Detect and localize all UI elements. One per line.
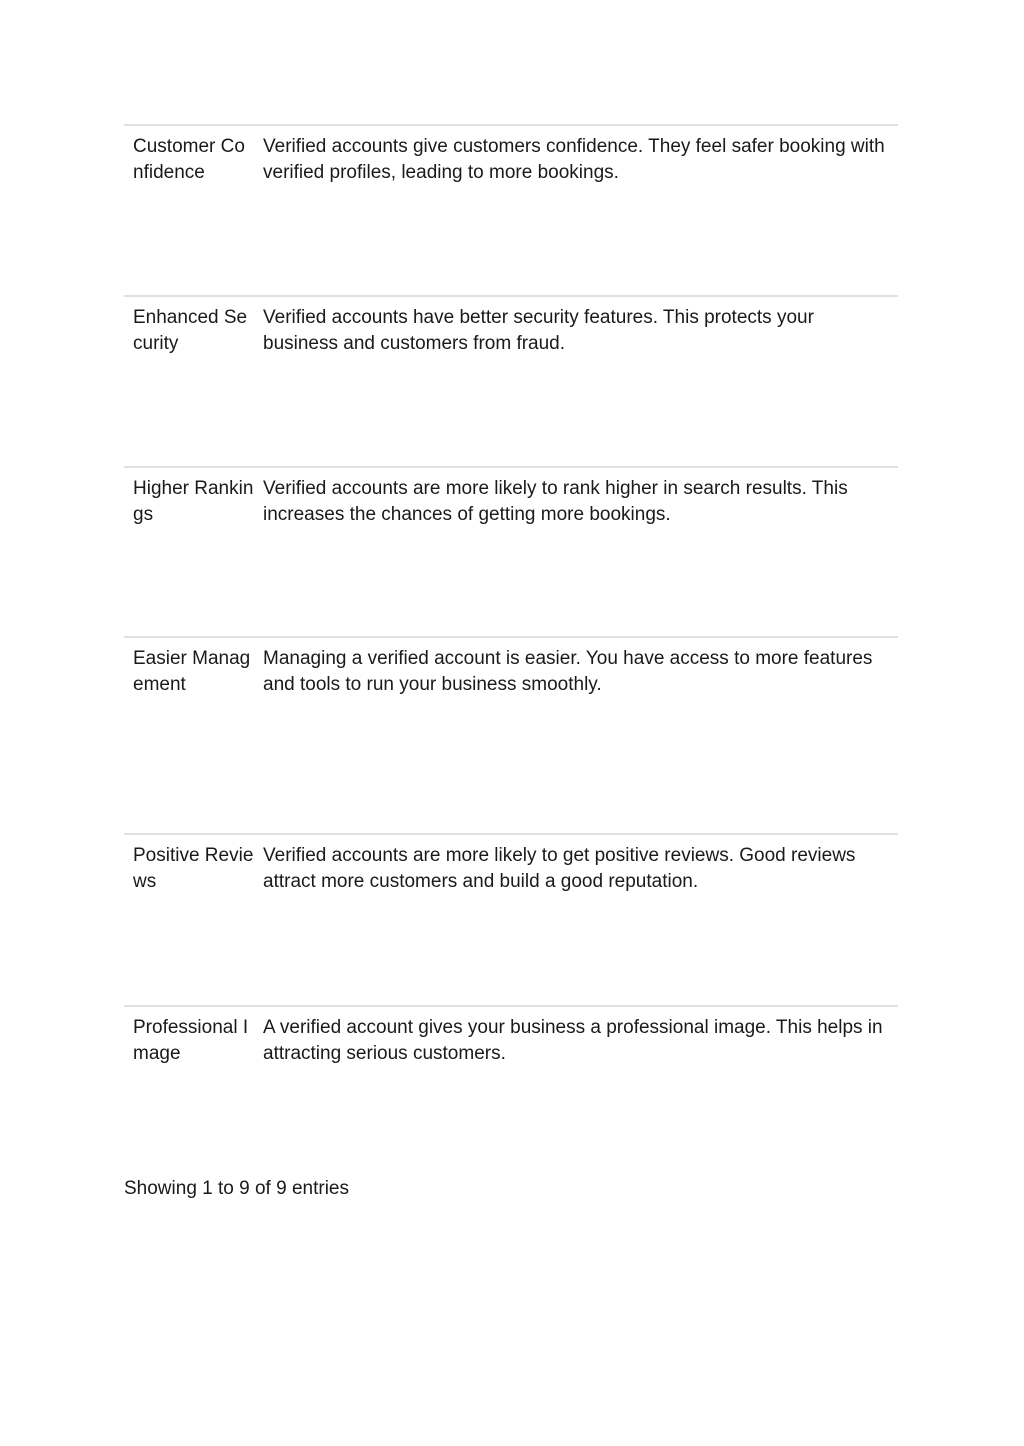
row-title: Positive Reviews: [133, 845, 254, 892]
table-row: [124, 466, 898, 636]
row-description: Verified accounts have better security features. This protects your business and customers from fraud.: [263, 307, 814, 354]
table-row: [124, 1005, 898, 1155]
table-row: [124, 833, 898, 1005]
row-title: Enhanced Security: [133, 307, 248, 354]
row-description: Verified accounts are more likely to get positive reviews. Good reviews attract more customers and build a good reputation.: [263, 845, 856, 892]
row-description: Managing a verified account is easier. You have access to more features and tools to run your business smoothly.: [263, 648, 873, 695]
table-row: [124, 124, 898, 295]
row-title: Easier Management: [133, 648, 251, 695]
row-title: Customer Confidence: [133, 136, 245, 183]
row-description: A verified account gives your business a professional image. This helps in attracting serious customers.: [263, 1017, 883, 1064]
row-description: Verified accounts give customers confidence. They feel safer booking with verified profiles, leading to more bookings.: [263, 136, 885, 183]
row-title: Higher Rankings: [133, 478, 254, 525]
table-row: [124, 295, 898, 466]
row-title: Professional Image: [133, 1017, 249, 1064]
entries-info: Showing 1 to 9 of 9 entries: [124, 1178, 349, 1199]
benefits-table: [124, 124, 898, 1155]
table-row: [124, 636, 898, 833]
row-description: Verified accounts are more likely to rank higher in search results. This increases the chances of getting more bookings.: [263, 478, 848, 525]
